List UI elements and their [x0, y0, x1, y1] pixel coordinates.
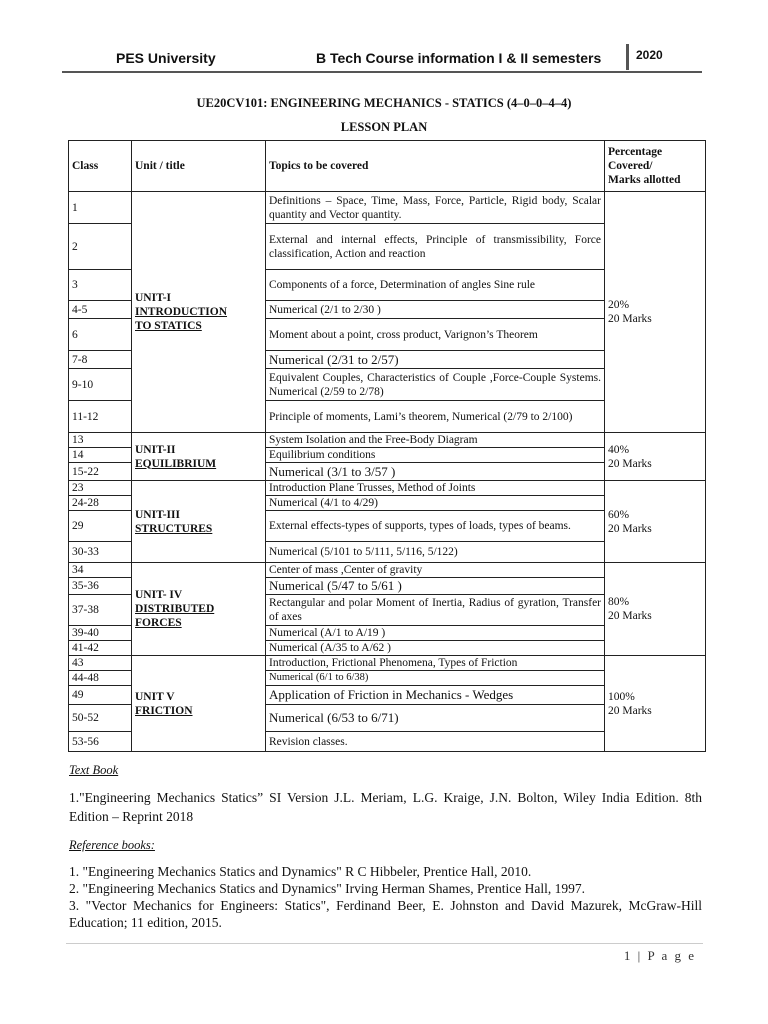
- list-item: 2. "Engineering Mechanics Statics and Dynamics" Irving Herman Shames, Prentice Hall, 1997.: [69, 881, 586, 896]
- footer-rule: [66, 943, 703, 944]
- header-percentage: Percentage Covered/ Marks allotted: [605, 141, 706, 192]
- class-cell: 29: [69, 511, 132, 542]
- class-cell: 34: [69, 563, 132, 578]
- topic-cell: Numerical (5/47 to 5/61 ): [266, 578, 605, 595]
- reference-books-list: [69, 863, 702, 931]
- class-cell: 39-40: [69, 626, 132, 641]
- list-item: 3. "Vector Mechanics for Engineers: Statics", Ferdinand Beer, E. Johnston and David Mazurek, McGraw-Hill Education; 11 edition, 2015.: [69, 898, 702, 930]
- class-cell: 24-28: [69, 496, 132, 511]
- topic-cell: Numerical (2/31 to 2/57): [266, 351, 605, 369]
- table-row: [69, 192, 706, 224]
- class-cell: 14: [69, 448, 132, 463]
- topic-cell: Components of a force, Determination of angles Sine rule: [266, 270, 605, 301]
- class-cell: 15-22: [69, 463, 132, 481]
- class-cell: 3: [69, 270, 132, 301]
- percentage-cell: 80% 20 Marks: [605, 563, 706, 656]
- topic-cell: Application of Friction in Mechanics - Wedges: [266, 686, 605, 705]
- class-cell: 43: [69, 656, 132, 671]
- topic-cell: System Isolation and the Free-Body Diagram: [266, 433, 605, 448]
- topic-cell: Equilibrium conditions: [266, 448, 605, 463]
- class-cell: 4-5: [69, 301, 132, 319]
- table-row: [69, 481, 706, 496]
- class-cell: 6: [69, 319, 132, 351]
- header-rule: [62, 71, 702, 73]
- topic-cell: Numerical (A/35 to A/62 ): [266, 641, 605, 656]
- class-cell: 50-52: [69, 705, 132, 732]
- topic-cell: Numerical (2/1 to 2/30 ): [266, 301, 605, 319]
- header-year: 2020: [636, 48, 663, 62]
- class-cell: 23: [69, 481, 132, 496]
- topic-cell: Introduction, Frictional Phenomena, Types of Friction: [266, 656, 605, 671]
- header-divider: [626, 44, 629, 70]
- reference-books-label: Reference books:: [69, 838, 155, 852]
- topic-cell: External and internal effects, Principle of transmissibility, Force classification, Action and reaction: [266, 224, 605, 270]
- topic-cell: Definitions – Space, Time, Mass, Force, Particle, Rigid body, Scalar quantity and Vector quantity.: [266, 192, 605, 224]
- textbook-label: Text Book: [69, 763, 119, 777]
- lesson-plan-title: LESSON PLAN: [340, 120, 428, 134]
- topic-cell: Center of mass ,Center of gravity: [266, 563, 605, 578]
- table-row: [69, 656, 706, 671]
- course-title: UE20CV101: ENGINEERING MECHANICS - STATICS (4–0–0–4–4): [196, 96, 572, 110]
- table-row: [69, 433, 706, 448]
- header-class: Class: [69, 141, 132, 192]
- class-cell: 44-48: [69, 671, 132, 686]
- topic-cell: Numerical (6/1 to 6/38): [266, 671, 605, 686]
- topic-cell: Numerical (4/1 to 4/29): [266, 496, 605, 511]
- percentage-cell: 100% 20 Marks: [605, 656, 706, 752]
- percentage-cell: 60% 20 Marks: [605, 481, 706, 563]
- class-cell: 2: [69, 224, 132, 270]
- class-cell: 53-56: [69, 732, 132, 752]
- topic-cell: External effects-types of supports, types of loads, types of beams.: [266, 511, 605, 542]
- class-cell: 49: [69, 686, 132, 705]
- university-name: PES University: [116, 50, 216, 66]
- unit-cell: UNIT- IV DISTRIBUTED FORCES: [132, 563, 266, 656]
- class-cell: 30-33: [69, 542, 132, 563]
- list-item: 1. "Engineering Mechanics Statics and Dynamics" R C Hibbeler, Prentice Hall, 2010.: [69, 864, 532, 879]
- class-cell: 41-42: [69, 641, 132, 656]
- course-info: B Tech Course information I & II semesters: [316, 50, 602, 66]
- topic-cell: Numerical (3/1 to 3/57 ): [266, 463, 605, 481]
- topic-cell: Moment about a point, cross product, Varignon’s Theorem: [266, 319, 605, 351]
- topic-cell: Numerical (6/53 to 6/71): [266, 705, 605, 732]
- textbook-citation: 1."Engineering Mechanics Statics” SI Version J.L. Meriam, L.G. Kraige, J.N. Bolton, Wiley India Edition. 8th Edition – Reprint 2018: [69, 790, 702, 824]
- unit-cell: UNIT-III STRUCTURES: [132, 481, 266, 563]
- lesson-plan-table: [68, 140, 706, 752]
- page-header: [62, 48, 702, 72]
- table-header-row: [69, 141, 706, 192]
- topic-cell: Principle of moments, Lami’s theorem, Numerical (2/79 to 2/100): [266, 401, 605, 433]
- header-topics: Topics to be covered: [266, 141, 605, 192]
- percentage-cell: 20% 20 Marks: [605, 192, 706, 433]
- class-cell: 7-8: [69, 351, 132, 369]
- class-cell: 13: [69, 433, 132, 448]
- class-cell: 11-12: [69, 401, 132, 433]
- topic-cell: Equivalent Couples, Characteristics of Couple ,Force-Couple Systems. Numerical (2/59 to 2/78): [266, 369, 605, 401]
- topic-cell: Numerical (A/1 to A/19 ): [266, 626, 605, 641]
- class-cell: 35-36: [69, 578, 132, 595]
- topic-cell: Introduction Plane Trusses, Method of Joints: [266, 481, 605, 496]
- page-number: 1 | P a g e: [623, 948, 696, 963]
- topic-cell: Numerical (5/101 to 5/111, 5/116, 5/122): [266, 542, 605, 563]
- unit-cell: UNIT-I INTRODUCTION TO STATICS: [132, 192, 266, 433]
- table-row: [69, 563, 706, 578]
- class-cell: 9-10: [69, 369, 132, 401]
- percentage-cell: 40% 20 Marks: [605, 433, 706, 481]
- class-cell: 1: [69, 192, 132, 224]
- header-unit: Unit / title: [132, 141, 266, 192]
- topic-cell: Revision classes.: [266, 732, 605, 752]
- unit-cell: UNIT V FRICTION: [132, 656, 266, 752]
- class-cell: 37-38: [69, 595, 132, 626]
- topic-cell: Rectangular and polar Moment of Inertia, Radius of gyration, Transfer of axes: [266, 595, 605, 626]
- unit-cell: UNIT-II EQUILIBRIUM: [132, 433, 266, 481]
